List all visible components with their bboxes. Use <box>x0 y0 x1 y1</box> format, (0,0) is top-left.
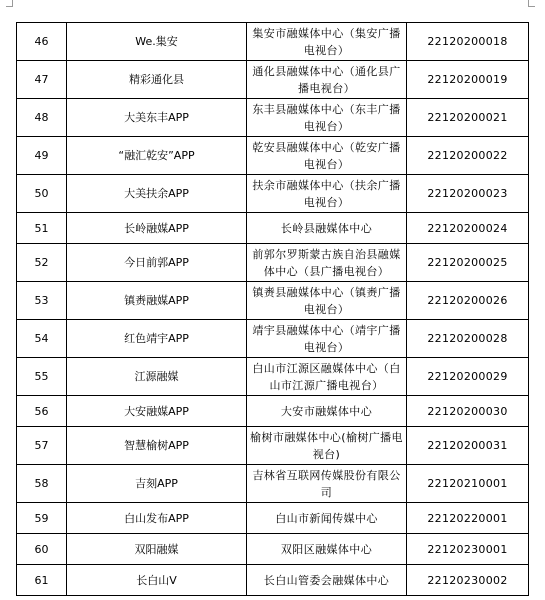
table-row <box>17 244 529 282</box>
organization: 长岭县融媒体中心 <box>247 213 407 244</box>
app-name: 红色靖宇APP <box>67 320 247 358</box>
table-row <box>17 565 529 596</box>
registration-code: 22120230002 <box>407 565 529 596</box>
app-name: We.集安 <box>67 23 247 61</box>
app-name: 白山发布APP <box>67 503 247 534</box>
app-name: 双阳融媒 <box>67 534 247 565</box>
registration-code: 22120230001 <box>407 534 529 565</box>
app-name: 吉刻APP <box>67 465 247 503</box>
app-name: 镇赉融媒APP <box>67 282 247 320</box>
registration-code: 22120200019 <box>407 61 529 99</box>
table-row <box>17 99 529 137</box>
row-number: 53 <box>17 282 67 320</box>
organization: 乾安县融媒体中心（乾安广播电视台） <box>247 137 407 175</box>
table-row <box>17 23 529 61</box>
page-corner-mark-right <box>528 0 535 7</box>
app-name: 精彩通化县 <box>67 61 247 99</box>
row-number: 52 <box>17 244 67 282</box>
organization: 前郭尔罗斯蒙古族自治县融媒体中心（县广播电视台） <box>247 244 407 282</box>
app-name: 大美东丰APP <box>67 99 247 137</box>
app-name: 智慧榆树APP <box>67 427 247 465</box>
registration-code: 22120200018 <box>407 23 529 61</box>
table-row <box>17 396 529 427</box>
app-name: “融汇乾安”APP <box>67 137 247 175</box>
table-row <box>17 358 529 396</box>
row-number: 55 <box>17 358 67 396</box>
organization: 长白山管委会融媒体中心 <box>247 565 407 596</box>
table-row <box>17 503 529 534</box>
registry-table <box>16 22 529 596</box>
organization: 双阳区融媒体中心 <box>247 534 407 565</box>
table-row <box>17 282 529 320</box>
registration-code: 22120200028 <box>407 320 529 358</box>
row-number: 61 <box>17 565 67 596</box>
registration-code: 22120200023 <box>407 175 529 213</box>
organization: 吉林省互联网传媒股份有限公司 <box>247 465 407 503</box>
registration-code: 22120200029 <box>407 358 529 396</box>
row-number: 58 <box>17 465 67 503</box>
registration-code: 22120200022 <box>407 137 529 175</box>
registration-code: 22120200024 <box>407 213 529 244</box>
app-name: 大美扶余APP <box>67 175 247 213</box>
organization: 镇赉县融媒体中心（镇赉广播电视台） <box>247 282 407 320</box>
organization: 大安市融媒体中心 <box>247 396 407 427</box>
registration-code: 22120200025 <box>407 244 529 282</box>
app-name: 江源融媒 <box>67 358 247 396</box>
registration-code: 22120200031 <box>407 427 529 465</box>
page-corner-mark-left <box>6 0 13 7</box>
app-name: 长白山V <box>67 565 247 596</box>
row-number: 57 <box>17 427 67 465</box>
registration-code: 22120200026 <box>407 282 529 320</box>
table-row <box>17 320 529 358</box>
row-number: 51 <box>17 213 67 244</box>
registration-code: 22120200030 <box>407 396 529 427</box>
app-name: 大安融媒APP <box>67 396 247 427</box>
row-number: 56 <box>17 396 67 427</box>
table-row <box>17 213 529 244</box>
organization: 集安市融媒体中心（集安广播电视台） <box>247 23 407 61</box>
organization: 榆树市融媒体中心(榆树广播电视台) <box>247 427 407 465</box>
row-number: 46 <box>17 23 67 61</box>
row-number: 60 <box>17 534 67 565</box>
app-name: 今日前郭APP <box>67 244 247 282</box>
row-number: 48 <box>17 99 67 137</box>
organization: 白山市新闻传媒中心 <box>247 503 407 534</box>
organization: 白山市江源区融媒体中心（白山市江源广播电视台） <box>247 358 407 396</box>
table-row <box>17 534 529 565</box>
table-row <box>17 427 529 465</box>
registration-code: 22120200021 <box>407 99 529 137</box>
organization: 东丰县融媒体中心（东丰广播电视台） <box>247 99 407 137</box>
table-row <box>17 137 529 175</box>
table-row <box>17 175 529 213</box>
table-row <box>17 465 529 503</box>
app-name: 长岭融媒APP <box>67 213 247 244</box>
table-row <box>17 61 529 99</box>
row-number: 49 <box>17 137 67 175</box>
organization: 通化县融媒体中心（通化县广播电视台） <box>247 61 407 99</box>
row-number: 54 <box>17 320 67 358</box>
row-number: 50 <box>17 175 67 213</box>
registration-code: 22120220001 <box>407 503 529 534</box>
row-number: 59 <box>17 503 67 534</box>
registration-code: 22120210001 <box>407 465 529 503</box>
organization: 靖宇县融媒体中心（靖宇广播电视台） <box>247 320 407 358</box>
organization: 扶余市融媒体中心（扶余广播电视台） <box>247 175 407 213</box>
row-number: 47 <box>17 61 67 99</box>
